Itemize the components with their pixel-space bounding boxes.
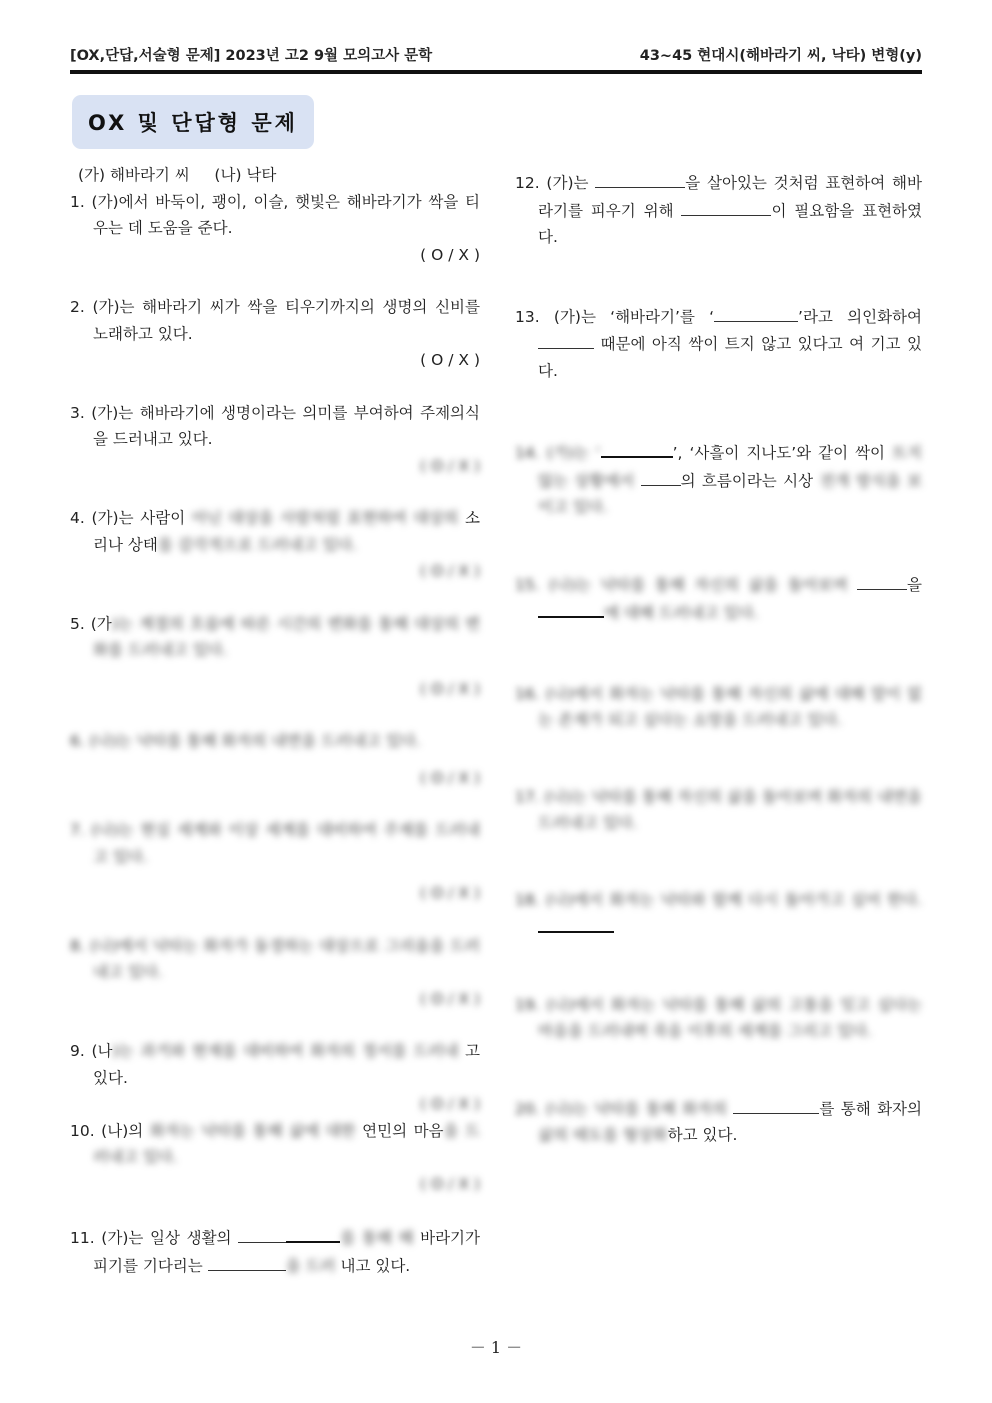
question-18 <box>515 887 922 942</box>
question-11 <box>70 1223 480 1279</box>
question-3-text: 3. (가)는 해바라기에 생명이라는 의미를 부여하여 주제의식을 드러내고 있다. <box>70 403 480 448</box>
ox-choice[interactable]: ( O / X ) <box>420 456 480 475</box>
answer-blank[interactable] <box>538 913 614 933</box>
ox-choice[interactable]: ( O / X ) <box>420 768 480 787</box>
question-14 <box>515 438 922 521</box>
question-15-text: 15. (나)는 낙타를 통해 자신의 삶을 돌아보며 을 에 대해 드러내고 있다. <box>515 571 922 627</box>
answer-blank[interactable] <box>538 330 594 349</box>
answer-blank[interactable] <box>641 467 681 486</box>
question-2 <box>70 294 480 374</box>
answer-blank[interactable] <box>601 438 673 458</box>
header-divider <box>70 70 922 74</box>
question-3 <box>70 400 480 480</box>
question-12-text: 12. (가)는 을 살아있는 것처럼 표현하여 해바라기를 피우기 위해 이 필요함을 표현하였다. <box>515 169 922 251</box>
ox-choice[interactable]: ( O / X ) <box>420 245 480 264</box>
ox-choice[interactable]: ( O / X ) <box>420 1095 480 1113</box>
ox-choice[interactable]: ( O / X ) <box>420 1174 480 1193</box>
answer-blank[interactable] <box>857 571 907 590</box>
question-8 <box>70 933 480 1013</box>
question-17 <box>515 784 922 837</box>
ox-choice[interactable]: ( O / X ) <box>420 989 480 1008</box>
section-title: OX 및 단답형 문제 <box>72 95 314 149</box>
question-5 <box>70 611 480 703</box>
answer-blank[interactable] <box>681 197 771 216</box>
question-7-text: 7. (나)는 현실 세계와 이상 세계를 대비하여 주제를 드러내고 있다. <box>70 821 480 866</box>
left-column <box>70 162 480 1279</box>
question-20 <box>515 1095 922 1149</box>
answer-blank[interactable] <box>714 303 798 322</box>
answer-blank[interactable] <box>538 598 604 618</box>
ox-choice[interactable]: ( O / X ) <box>420 562 480 580</box>
question-13 <box>515 303 922 385</box>
question-2-text: 2. (가)는 해바라기 씨가 싹을 티우기까지의 생명의 신비를 노래하고 있다. <box>70 298 480 343</box>
question-10 <box>70 1118 480 1198</box>
question-16 <box>515 681 922 734</box>
question-15 <box>515 571 922 627</box>
question-6-text: 6. (나)는 낙타를 통해 화자의 내면을 드러내고 있다. <box>70 732 421 750</box>
question-7 <box>70 817 480 907</box>
ox-choice[interactable]: ( O / X ) <box>420 884 480 902</box>
question-6 <box>70 728 480 791</box>
question-20-text: 20. (나)는 낙타를 통해 화자의 를 통해 화자의 삶의 태도를 형상화하고 있다. <box>515 1095 922 1149</box>
header-left-title: [OX,단답,서술형 문제] 2023년 고2 9월 모의고사 문학 <box>70 48 433 64</box>
question-9 <box>70 1038 480 1118</box>
question-1-text: 1. (가)에서 바둑이, 괭이, 이슬, 햇빛은 해바라기가 싹을 티우는 데 도움을 준다. <box>70 192 480 237</box>
question-5-text: 5. (가)는 계절의 흐름에 따른 시간의 변화를 통해 대상의 변화를 드러내고 있다. <box>70 614 480 659</box>
question-8-text: 8. (나)에서 낙타는 화자가 동경하는 대상으로 그리움을 드러내고 있다. <box>70 936 480 981</box>
header-right-title: 43~45 현대시(해바라기 씨, 낙타) 변형(y) <box>639 48 922 64</box>
answer-blank[interactable] <box>733 1095 819 1114</box>
question-19 <box>515 992 922 1045</box>
question-1 <box>70 189 480 269</box>
ox-choice[interactable]: ( O / X ) <box>420 679 480 698</box>
question-19-text: 19. (나)에서 화자는 낙타를 통해 삶의 고통을 잊고 싶다는 마음을 드러내며 죽음 이후의 세계를 그리고 있다. <box>515 995 922 1040</box>
page-number: － 1 － <box>469 1338 523 1357</box>
question-11-text: 11. (가)는 일상 생활의 를 통해 해 바라기가 피기를 기다리는 을 드러 내고 있다. <box>70 1223 480 1279</box>
question-4 <box>70 505 480 585</box>
passage-subtitle: (가) 해바라기 씨 (나) 낙타 <box>78 166 277 184</box>
question-12 <box>515 169 922 251</box>
answer-blank[interactable] <box>286 1223 340 1243</box>
question-13-text: 13. (가)는 ‘해바라기’를 ‘ ’라고 의인화하여 때문에 아직 싹이 트지 않고 있다고 여 기고 있다. <box>515 303 922 385</box>
ox-choice[interactable]: ( O / X ) <box>420 351 480 369</box>
question-16-text: 16. (나)에서 화자는 낙타를 통해 자신의 삶에 대해 말이 없는 존재가 되고 싶다는 소망을 드러내고 있다. <box>515 684 922 729</box>
question-4-text: 4. (가)는 사람이 아닌 대상을 사람처럼 표현하여 대상의 소리나 상태를 감각적으로 드러내고 있다. <box>70 509 480 554</box>
answer-blank[interactable] <box>595 169 685 188</box>
question-10-text: 10. (나)의 화자는 낙타를 통해 삶에 대한 연민의 마음을 드러내고 있다. <box>70 1121 481 1166</box>
question-9-text: 9. (나)는 과거와 현재를 대비하여 화자의 정서를 드러내 고 있다. <box>70 1042 480 1087</box>
right-column <box>515 169 922 1149</box>
question-14-text: 14. (가)는 ‘ ’, ‘사흘이 지나도’와 같이 싹이 트지 않는 상황에서 의 흐름이라는 시상 전개 방식을 보이고 있다. <box>515 438 922 521</box>
answer-blank[interactable] <box>208 1252 286 1271</box>
question-18-text: 18. (나)에서 화자는 낙타와 함께 다시 돌아가고 싶어 한다. <box>515 887 922 942</box>
answer-blank[interactable] <box>238 1224 286 1243</box>
page-header <box>70 40 922 66</box>
question-17-text: 17. (나)는 낙타를 통해 자신의 삶을 돌아보며 화자의 내면을 드러내고 있다. <box>515 787 922 832</box>
